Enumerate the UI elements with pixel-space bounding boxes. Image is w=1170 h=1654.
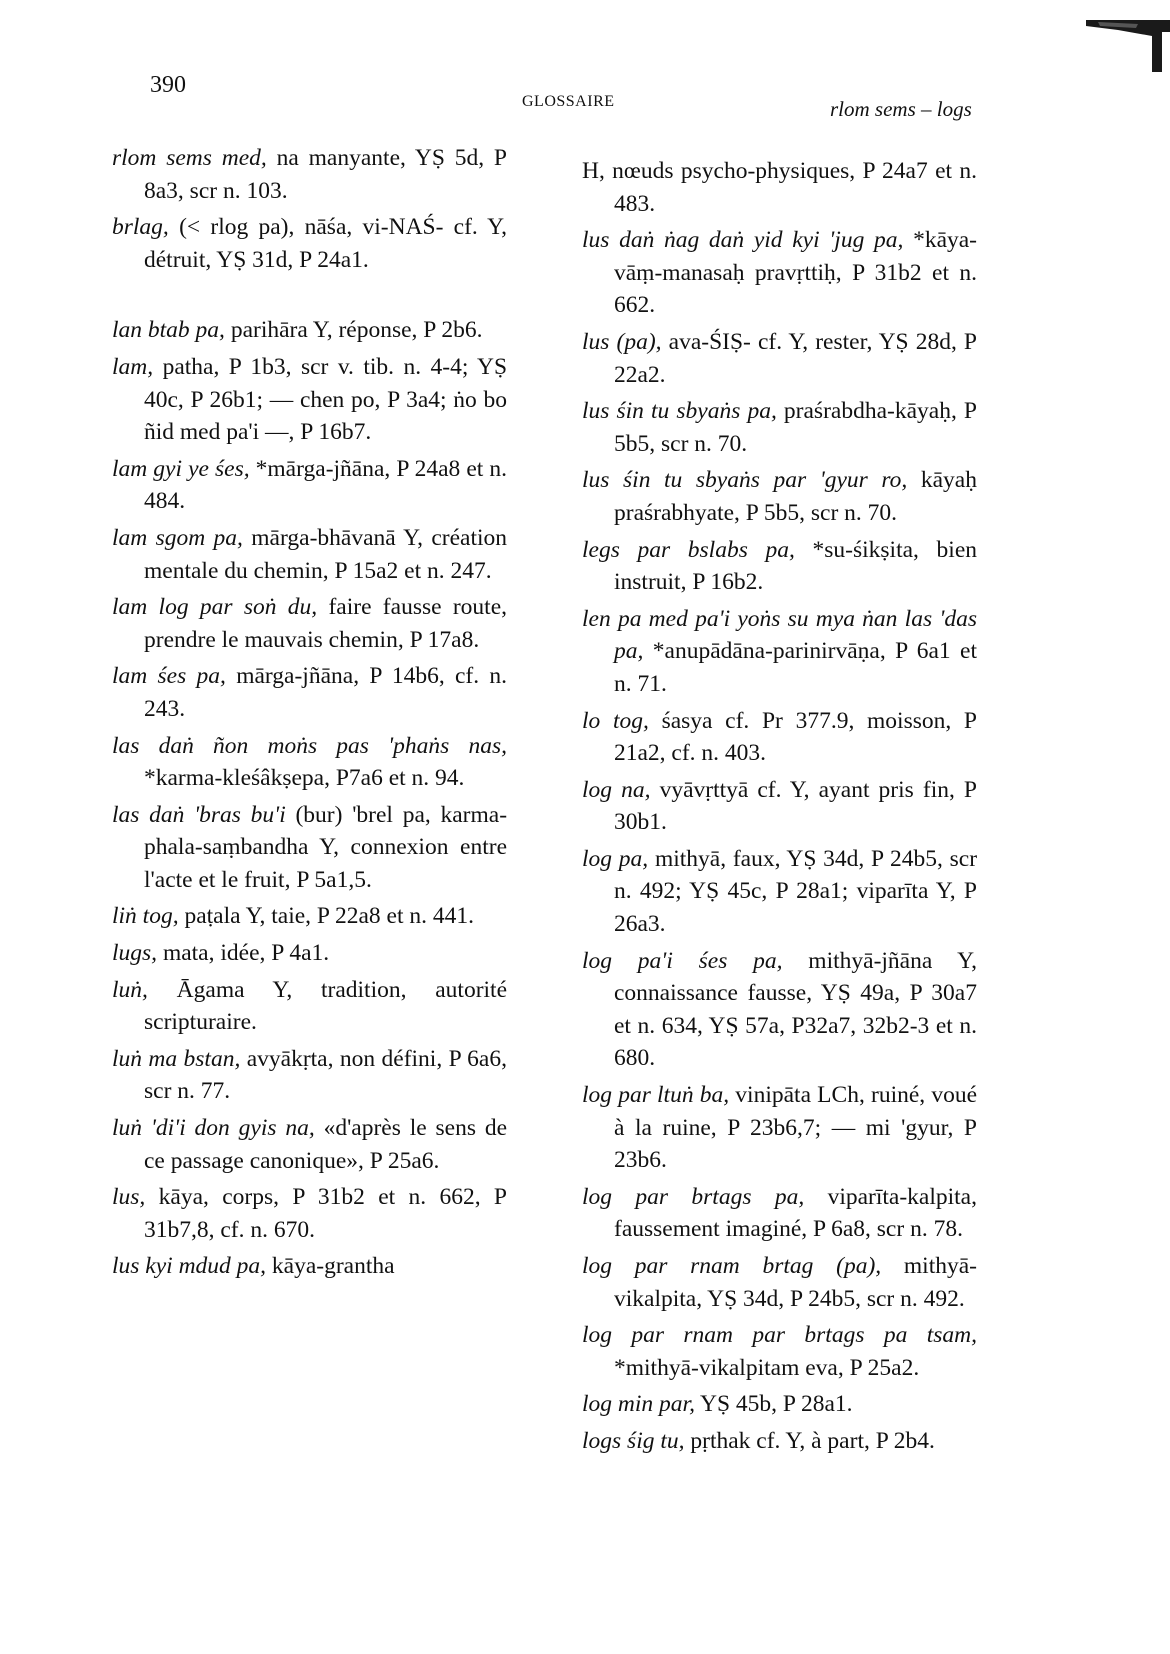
entry-text: mārga-jñāna, P 14b6, cf. n. 243. [144,663,507,722]
entry-text: praśrabdha-kāyaḥ, P 5b5, scr n. 70. [614,398,977,457]
entry-text: *anupādāna-parinirvāṇa, P 6a1 et n. 71. [614,638,977,697]
glossary-entry [112,1112,507,1177]
entry-term: lus kyi mdud pa, [112,1253,267,1280]
entry-term: lus, [112,1184,146,1211]
entry-text: ava-ŚIṢ- cf. Y, rester, YṢ 28d, P 22a2. [614,328,977,388]
glossary-entry [582,945,977,1075]
glossary-entry-continuation [582,155,977,220]
entry-text: kāya-grantha [271,1253,395,1280]
entry-term: lam log par soṅ du, [112,594,318,621]
entry-term: lus daṅ ṅag daṅ yid kyi 'jug pa, [582,227,904,254]
entry-term: log par rnam brtag (pa), [582,1253,882,1279]
entry-text: avyākṛta, non défini, P 6a6, scr n. 77. [144,1045,507,1105]
entry-text: parihāra Y, réponse, P 2b6. [230,317,483,344]
entry-text: kāya, corps, P 31b2 et n. 662, P 31b7,8, cf. n. 670. [144,1184,507,1243]
glossary-entry [582,843,977,941]
running-head: rlom sems – logs [830,97,972,121]
entry-term: log pa, [582,845,649,872]
entry-term: lam gyi ye śes, [112,455,250,482]
entry-term: lus (pa), [582,328,662,355]
entry-text: H, nœuds psycho-physiques, P 24a7 et n. 483. [582,158,977,217]
entry-text: (< rlog pa), nāśa, vi-NAŚ- cf. Y, détruit, YṢ 31d, P 24a1. [144,214,507,273]
entry-term: brlag, [112,214,169,241]
glossary-entry [582,1425,977,1458]
entry-term: log par ltuṅ ba, [582,1082,730,1109]
glossary-entry [112,1043,507,1108]
entry-term: legs par bslabs pa, [582,536,795,563]
entry-term: lus śin tu sbyaṅs par 'gyur ro, [582,467,908,494]
glossary-entry [582,705,977,770]
entry-text: *mārga-jñāna, P 24a8 et n. 484. [144,455,507,515]
glossary-entry [582,395,977,460]
corner-mark [1078,14,1170,74]
glossary-entry [112,211,507,276]
glossary-entry [112,453,507,518]
entry-text: vyāvṛttyā cf. Y, ayant pris fin, P 30b1. [614,776,978,836]
entry-text: mithyā, faux, YṢ 34d, P 24b5, scr n. 492; YṢ 45c, P 28a1; viparīta Y, P 26a3. [614,845,978,938]
glossary-entry [112,799,507,897]
glossary-entry [582,1079,977,1177]
entry-term: log par brtags pa, [582,1183,805,1210]
glossary-entry [112,730,507,795]
entry-text: na manyante, YṢ 5d, P 8a3, scr n. 103. [144,145,507,204]
entry-term: log par rnam par brtags pa tsam, [582,1322,977,1349]
entry-text: mithyā-jñāna Y, connaissance fausse, YṢ 49a, P 30a7 et n. 634, YṢ 57a, P32a7, 32b2-3 et n. 680. [614,947,977,1072]
glossary-entry [112,142,507,207]
entry-term: lam sgom pa, [112,524,243,551]
entry-text: faire fausse route, prendre le mauvais chemin, P 17a8. [144,594,507,653]
glossary-entry [582,774,977,839]
entry-text: patha, P 1b3, scr v. tib. n. 4-4; YṢ 40c, P 26b1; — chen po, P 3a4; ṅo bo ñid med pa'i —, P 16b7. [144,353,508,446]
entry-term: len pa med pa'i yoṅs su mya ṅan las 'das pa, [582,605,977,665]
entry-term: logs śig tu, [582,1427,685,1454]
glossary-entry [112,351,507,449]
entry-term: lan btab pa, [112,317,225,344]
glossary-entry [582,1388,977,1421]
entry-text: mithyā-vikalpita, YṢ 34d, P 24b5, scr n. 492. [614,1253,977,1312]
entry-term: luṅ 'di'i don gyis na, [112,1115,315,1142]
entry-text: mata, idée, P 4a1. [162,940,330,967]
entry-term: liṅ tog, [112,903,179,930]
glossary-entry [582,1250,977,1315]
glossary-entry [112,591,507,656]
entry-text: YṢ 45b, P 28a1. [699,1391,853,1418]
entry-term: lus śin tu sbyaṅs pa, [582,398,777,425]
entry-text: Āgama Y, tradition, autorité scripturaire. [144,976,508,1036]
entry-term: log min par, [582,1391,695,1418]
glossary-entry [582,1181,977,1246]
entry-term: luṅ, [112,976,148,1003]
running-title: GLOSSAIRE [522,93,615,110]
entry-text: mārga-bhāvanā Y, création mentale du chemin, P 15a2 et n. 247. [144,524,507,584]
glossary-entry [582,1319,977,1384]
entry-text: *karma-kleśâkṣepa, P7a6 et n. 94. [144,765,465,792]
glossary-entry [112,937,507,970]
glossary-entry [582,464,977,529]
entry-term: rlom sems med, [112,145,267,171]
entry-term: lugs, [112,940,158,967]
section-spacer [112,280,507,314]
page-number: 390 [150,72,186,98]
entry-text: viparīta-kalpita, faussement imaginé, P 6a8, scr n. 78. [614,1183,977,1243]
entry-term: las daṅ ñon moṅs pas 'phaṅs nas, [112,732,507,759]
glossary-column-right [582,155,977,1462]
glossary-column-left [112,142,507,1287]
glossary-entry [112,522,507,587]
entry-term: lam śes pa, [112,663,226,690]
glossary-entry [112,1250,507,1283]
glossary-entry [582,326,977,391]
glossary-entry [582,534,977,599]
glossary-entry [112,900,507,933]
glossary-entry [112,974,507,1039]
entry-term: luṅ ma bstan, [112,1045,241,1072]
entry-text: (bur) 'brel pa, karma-phala-saṃbandha Y, connexion entre l'acte et le fruit, P 5a1,5. [144,801,508,893]
glossary-entry [112,660,507,725]
glossary-entry [582,224,977,322]
entry-text: *kāya-vāṃ-manasaḥ pravṛttiḥ, P 31b2 et n. 662. [614,227,977,319]
entry-term: log pa'i śes pa, [582,947,783,974]
entry-text: paṭala Y, taie, P 22a8 et n. 441. [184,903,475,930]
entry-term: log na, [582,776,651,803]
entry-text: vinipāta LCh, ruiné, voué à la ruine, P 23b6,7; — mi 'gyur, P 23b6. [614,1082,977,1174]
glossary-entry [112,314,507,347]
glossary-entry [112,1181,507,1246]
entry-text: *mithyā-vikalpitam eva, P 25a2. [614,1354,920,1381]
entry-term: las daṅ 'bras bu'i [112,801,286,828]
entry-text: śasya cf. Pr 377.9, moisson, P 21a2, cf. n. 403. [614,707,977,767]
entry-text: «d'après le sens de ce passage canonique», P 25a6. [144,1115,507,1174]
entry-term: lo tog, [582,707,649,734]
glossary-entry [582,603,977,701]
entry-term: lam, [112,353,154,380]
entry-text: kāyaḥ praśrabhyate, P 5b5, scr n. 70. [614,467,977,526]
entry-text: *su-śikṣita, bien instruit, P 16b2. [614,536,977,596]
entry-text: pṛthak cf. Y, à part, P 2b4. [690,1427,935,1454]
